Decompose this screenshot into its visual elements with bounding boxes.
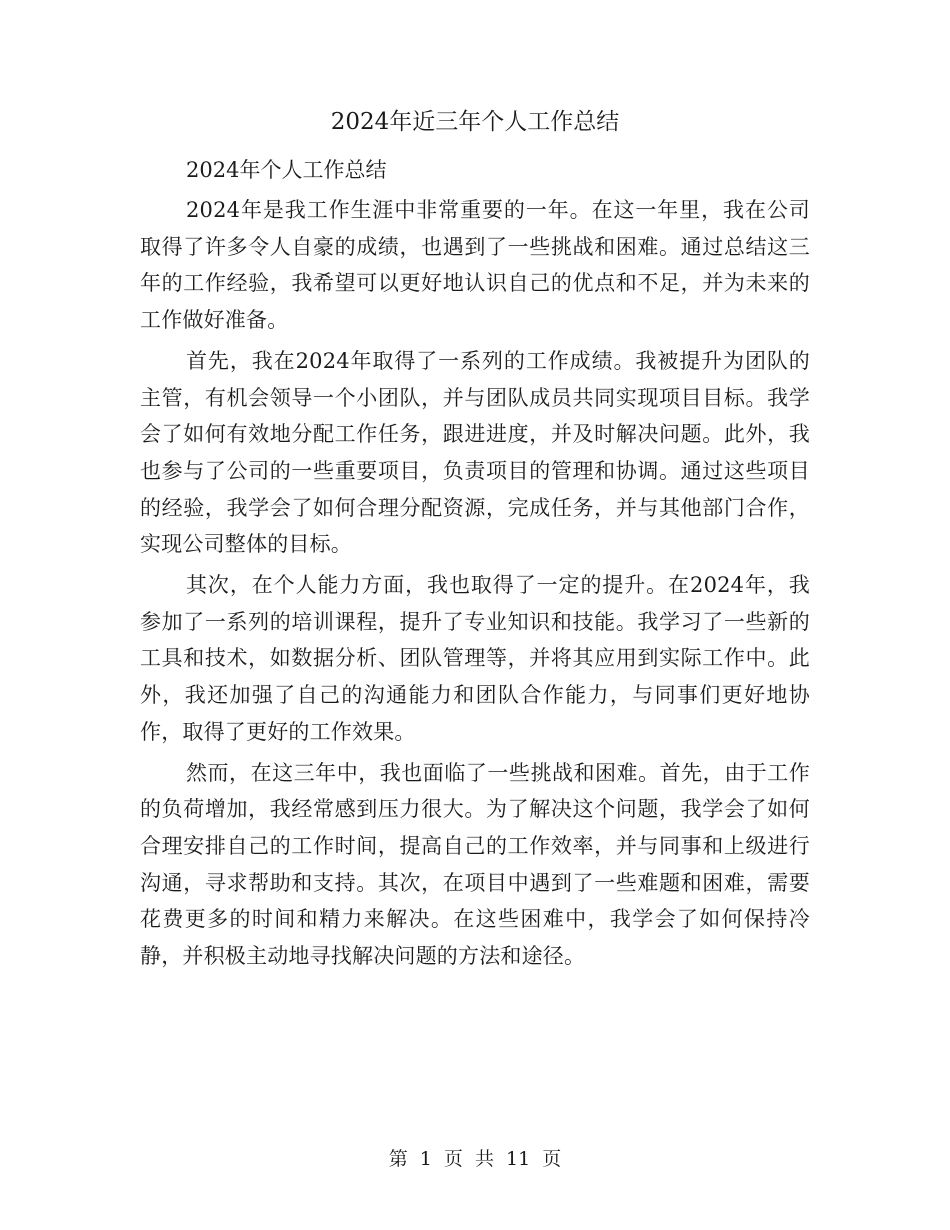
paragraph-4: 然而，在这三年中，我也面临了一些挑战和困难。首先，由于工作的负荷增加，我经常感到压力很大。为了解决这个问题，我学会了如何合理安排自己的工作时间，提高自己的工作效率，并与同事和上级进行沟通，寻求帮助和支持。其次，在项目中遇到了一些难题和困难，需要花费更多的时间和精力来解决。在这些困难中，我学会了如何保持冷静，并积极主动地寻找解决问题的方法和途径。 [140, 760, 810, 969]
paragraph-3: 其次，在个人能力方面，我也取得了一定的提升。在2024年，我参加了一系列的培训课程，提升了专业知识和技能。我学习了一些新的工具和技术，如数据分析、团队管理等，并将其应用到实际工作中。此外，我还加强了自己的沟通能力和团队合作能力，与同事们更好地协作，取得了更好的工作效果。 [140, 573, 810, 744]
page-footer: 第 1 页 共 11 页 [388, 1148, 562, 1170]
document-body [140, 152, 810, 979]
paragraph-1: 2024年是我工作生涯中非常重要的一年。在这一年里，我在公司取得了许多令人自豪的成绩，也遇到了一些挑战和困难。通过总结这三年的工作经验，我希望可以更好地认识自己的优点和不足，并为未来的工作做好准备。 [140, 198, 810, 333]
section-subtitle: 2024年个人工作总结 [186, 158, 387, 182]
paragraph-2: 首先，我在2024年取得了一系列的工作成绩。我被提升为团队的主管，有机会领导一个小团队，并与团队成员共同实现项目目标。我学会了如何有效地分配工作任务，跟进进度，并及时解决问题。此外，我也参与了公司的一些重要项目，负责项目的管理和协调。通过这些项目的经验，我学会了如何合理分配资源，完成任务，并与其他部门合作，实现公司整体的目标。 [140, 348, 810, 557]
document-title: 2024年近三年个人工作总结 [330, 109, 620, 135]
